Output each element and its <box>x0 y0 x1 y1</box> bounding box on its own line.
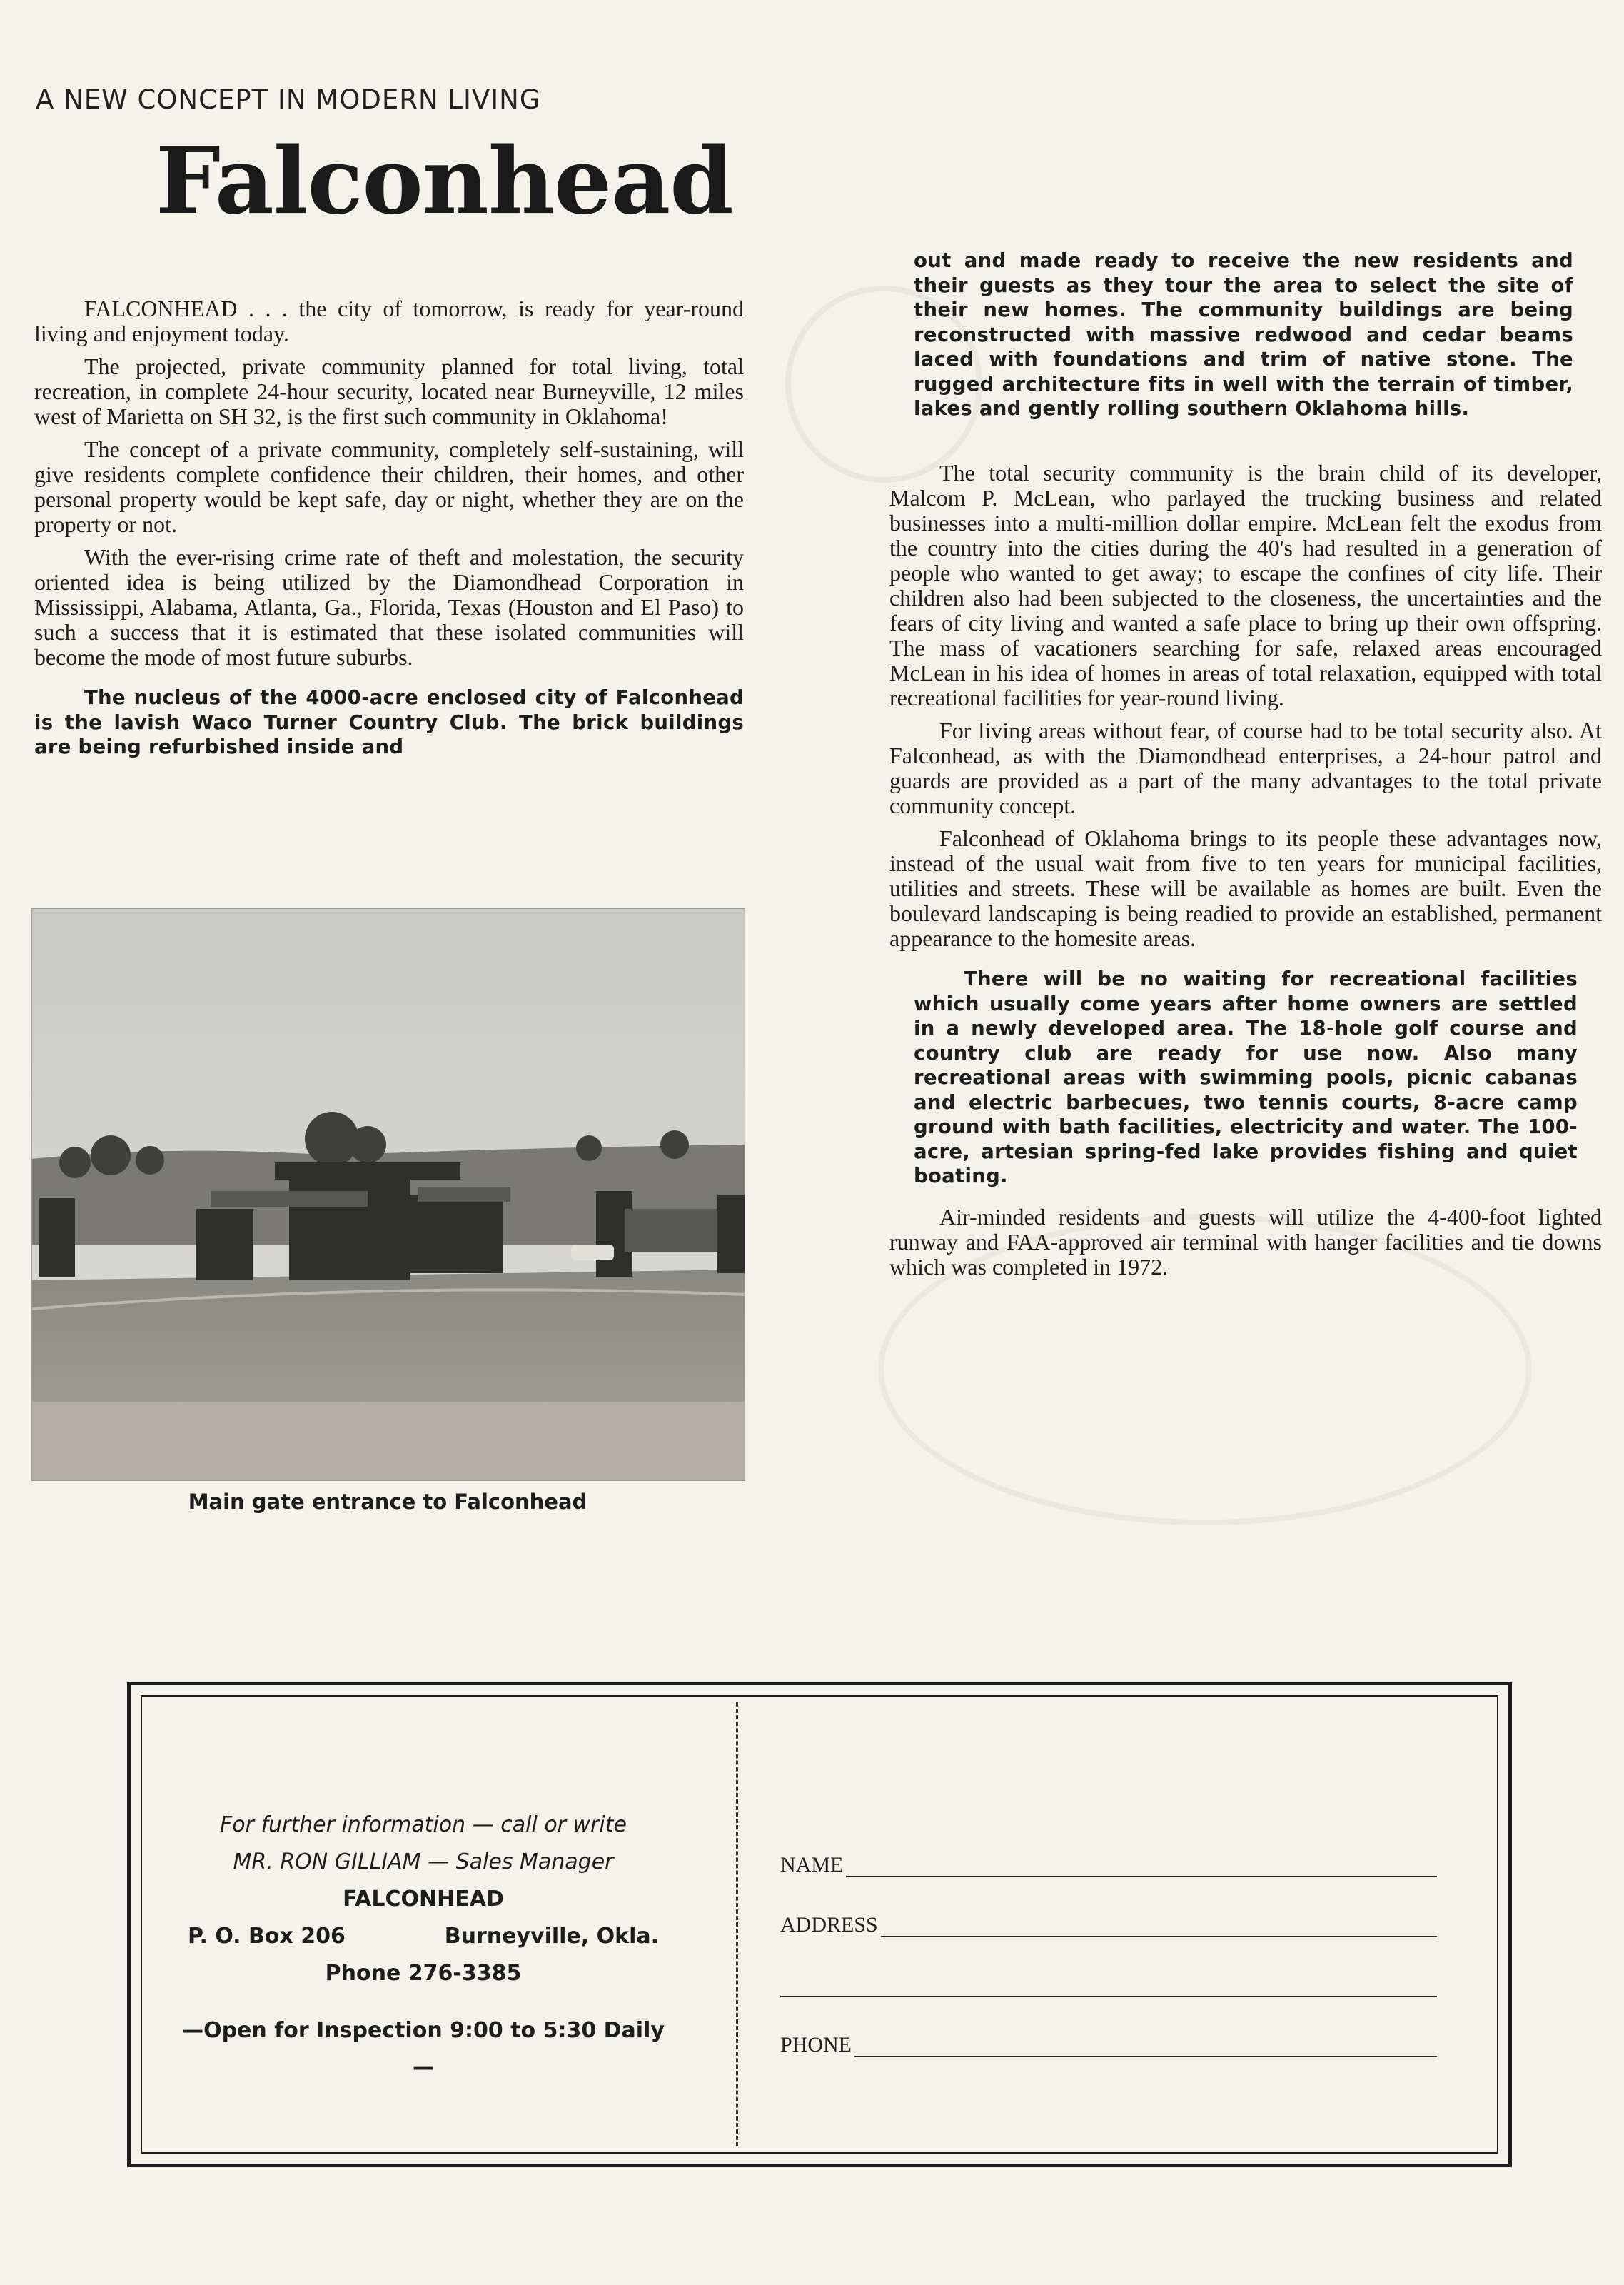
bold-article-paragraph: out and made ready to receive the new residents and their guests as they tour the area to select the site of their new homes. The community buildings are being reconstructed with massive redwood and cedar beams laced with foundations and trim of native stone. The rugged architecture fits in well with the terrain of timber, lakes and gently rolling southern Oklahoma hills. <box>914 249 1573 420</box>
left-article-column <box>34 296 744 775</box>
phone-line[interactable] <box>854 2037 1437 2057</box>
name-field[interactable] <box>780 1817 1437 1877</box>
bold-article-paragraph: The nucleus of the 4000-acre enclosed city of Falconhead is the lavish Waco Turner Country Club. The brick buildings are being refurbished inside and <box>34 686 744 758</box>
address-field[interactable] <box>780 1877 1437 1937</box>
right-article-column <box>889 461 1602 1287</box>
article-paragraph: For living areas without fear, of course had to be total security also. At Falconhead, as with the Diamondhead enterprises, a 24-hour patrol and guards are provided as a part of the many advantages to the total private community concept. <box>889 718 1602 818</box>
company-name: FALCONHEAD <box>343 1887 504 1912</box>
name-line[interactable] <box>846 1857 1437 1877</box>
right-article-column-continuation <box>914 248 1573 421</box>
address-label: ADDRESS <box>780 1913 878 1937</box>
page-title: Falconhead <box>156 128 733 235</box>
photo-caption: Main gate entrance to Falconhead <box>188 1490 587 1514</box>
inquiry-form <box>780 1817 1437 2057</box>
po-box: P. O. Box 206 <box>188 1924 346 1949</box>
article-paragraph: Air-minded residents and guests will utilize the 4-400-foot lighted runway and FAA-approved air terminal with hanger facilities and tie downs which was completed in 1972. <box>889 1203 1602 1280</box>
inspection-hours: —Open for Inspection 9:00 to 5:30 Daily— <box>182 2018 665 2080</box>
main-gate-photo <box>31 908 745 1481</box>
coupon-cut-line <box>736 1702 738 2146</box>
address-line[interactable] <box>881 1917 1437 1937</box>
contact-info <box>173 1807 673 2086</box>
article-paragraph: The total security community is the brain child of its developer, Malcom P. McLean, who parlayed the trucking business and related businesses into a multi-million dollar empire. McLean felt the exodus from the country into the cities during the 40's had resulted in a generation of people who wanted to get away; to escape the confines of city life. Their children also had been subjected to the closeness, the uncertainties and the fears of city living and wanted a safe place to bring up their own offspring. The mass of vacationers searching for safe, relaxed areas encouraged McLean in his idea of homes in areas of total relaxation, equipped with total recreational facilities for year-round living. <box>889 460 1602 710</box>
article-paragraph: With the ever-rising crime rate of theft and molestation, the security oriented idea is being utilized by the Diamondhead Corporation in Mississippi, Alabama, Atlanta, Ga., Florida, Texas (Houston and El Paso) to such a success that it is estimated that these isolated communities will become the mode of most future suburbs. <box>34 544 744 670</box>
bold-article-paragraph: There will be no waiting for recreational facilities which usually come years after home owners are settled in a newly developed area. The 18-hole golf course and country club are ready for use now. Also many recreational areas with swimming pools, picnic cabanas and electric barbecues, two tennis courts, 8-acre camp ground with bath facilities, electricity and water. The 100-acre, artesian spring-fed lake provides fishing and quiet boating. <box>914 968 1578 1187</box>
address-line-2[interactable] <box>780 1977 1437 1997</box>
address-field-second-line[interactable] <box>780 1937 1437 1997</box>
inquiry-coupon <box>127 1682 1512 2167</box>
contact-intro: For further information — call or write <box>220 1812 627 1837</box>
kicker-heading: A NEW CONCEPT IN MODERN LIVING <box>36 84 541 115</box>
sales-manager: MR. RON GILLIAM — Sales Manager <box>233 1849 614 1874</box>
phone-label: PHONE <box>780 2033 852 2056</box>
city-state: Burneyville, Okla. <box>444 1924 659 1949</box>
article-paragraph: Falconhead of Oklahoma brings to its people these advantages now, instead of the usual wait from five to ten years for municipal facilities, utilities and streets. These will be available as homes are built. Even the boulevard landscaping is being readied to provide an established, permanent appearance to the homesite areas. <box>889 825 1602 951</box>
article-paragraph: The concept of a private community, completely self-sustaining, will give residents complete confidence their children, their homes, and other personal property would be kept safe, day or night, whether they are on the property or not. <box>34 436 744 537</box>
article-paragraph: FALCONHEAD . . . the city of tomorrow, is ready for year-round living and enjoyment today. <box>34 296 744 346</box>
article-paragraph: The projected, private community planned for total living, total recreation, in complete 24-hour security, located near Burneyville, 12 miles west of Marietta on SH 32, is the first such community in Oklahoma! <box>34 353 744 429</box>
name-label: NAME <box>780 1853 844 1877</box>
phone-number: Phone 276-3385 <box>325 1961 522 1986</box>
mailing-address <box>173 1918 673 1955</box>
phone-field[interactable] <box>780 1997 1437 2057</box>
